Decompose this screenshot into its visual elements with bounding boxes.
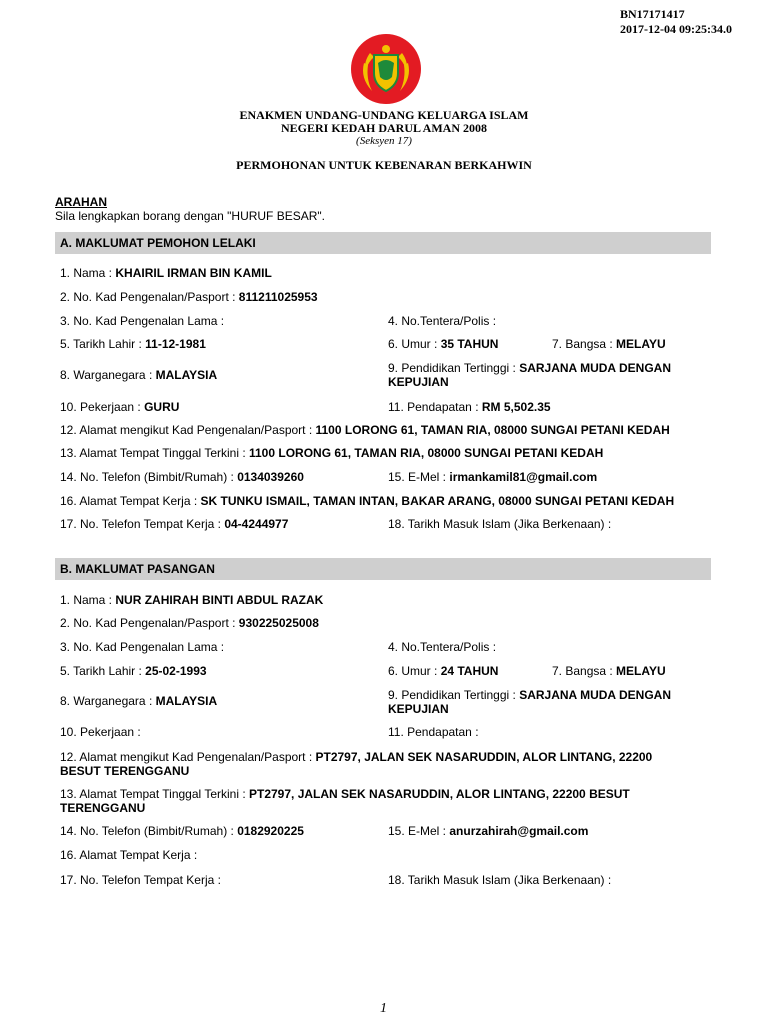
title-line-2: NEGERI KEDAH DARUL AMAN 2008 bbox=[280, 121, 487, 135]
page-number: 1 bbox=[380, 1001, 387, 1016]
b-islam-conversion-date: 18. Tarikh Masuk Islam (Jika Berkenaan) : bbox=[388, 873, 612, 887]
a-old-ic: 3. No. Kad Pengenalan Lama : bbox=[60, 314, 225, 328]
b-income: 11. Pendapatan : bbox=[388, 725, 479, 739]
a-date-of-birth: 5. Tarikh Lahir : 11-12-1981 bbox=[60, 337, 206, 351]
a-income: 11. Pendapatan : RM 5,502.35 bbox=[388, 400, 551, 414]
a-phone: 14. No. Telefon (Bimbit/Rumah) : 0134039260 bbox=[60, 470, 304, 484]
title-line-1: ENAKMEN UNDANG-UNDANG KELUARGA ISLAM bbox=[239, 108, 529, 122]
instructions-heading: ARAHAN bbox=[55, 195, 107, 209]
b-ic-number: 2. No. Kad Pengenalan/Pasport : 930225025008 bbox=[60, 616, 319, 630]
a-occupation: 10. Pekerjaan : GURU bbox=[60, 400, 180, 414]
instructions-text: Sila lengkapkan borang dengan "HURUF BESAR". bbox=[55, 209, 325, 223]
a-email: 15. E-Mel : irmankamil81@gmail.com bbox=[388, 470, 598, 484]
b-work-phone: 17. No. Telefon Tempat Kerja : bbox=[60, 873, 221, 887]
reference-number: BN17171417 bbox=[620, 7, 685, 21]
b-nama: 1. Nama : NUR ZAHIRAH BINTI ABDUL RAZAK bbox=[60, 593, 324, 607]
b-phone: 14. No. Telefon (Bimbit/Rumah) : 0182920225 bbox=[60, 824, 304, 838]
b-age: 6. Umur : 24 TAHUN bbox=[388, 664, 499, 678]
b-current-address: 13. Alamat Tempat Tinggal Terkini : PT2797, JALAN SEK NASARUDDIN, ALOR LINTANG, 22200 BESUT TERENGGANU bbox=[60, 787, 630, 815]
section-reference: (Seksyen 17) bbox=[356, 135, 412, 147]
a-islam-conversion-date: 18. Tarikh Masuk Islam (Jika Berkenaan) : bbox=[388, 517, 612, 531]
instructions bbox=[55, 195, 325, 223]
a-nama: 1. Nama : KHAIRIL IRMAN BIN KAMIL bbox=[60, 266, 272, 280]
b-military-police-no: 4. No.Tentera/Polis : bbox=[388, 640, 497, 654]
a-current-address: 13. Alamat Tempat Tinggal Terkini : 1100 LORONG 61, TAMAN RIA, 08000 SUNGAI PETANI KEDAH bbox=[60, 446, 604, 460]
b-date-of-birth: 5. Tarikh Lahir : 25-02-1993 bbox=[60, 664, 207, 678]
a-work-phone: 17. No. Telefon Tempat Kerja : 04-4244977 bbox=[60, 517, 289, 531]
a-ic-number: 2. No. Kad Pengenalan/Pasport : 811211025953 bbox=[60, 290, 318, 304]
document-reference bbox=[620, 7, 732, 37]
a-work-address: 16. Alamat Tempat Kerja : SK TUNKU ISMAIL, TAMAN INTAN, BAKAR ARANG, 08000 SUNGAI PETANI KEDAH bbox=[60, 494, 675, 508]
b-work-address: 16. Alamat Tempat Kerja : bbox=[60, 848, 198, 862]
form-titles bbox=[0, 109, 768, 172]
a-citizenship: 8. Warganegara : MALAYSIA bbox=[60, 368, 218, 382]
a-ic-address: 12. Alamat mengikut Kad Pengenalan/Pasport : 1100 LORONG 61, TAMAN RIA, 08000 SUNGAI PETANI KEDAH bbox=[60, 423, 670, 437]
a-education: 9. Pendidikan Tertinggi : SARJANA MUDA DENGAN KEPUJIAN bbox=[388, 361, 671, 389]
b-ic-address: 12. Alamat mengikut Kad Pengenalan/Pasport : PT2797, JALAN SEK NASARUDDIN, ALOR LINTANG, 22200 BESUT TERENGGANU bbox=[60, 750, 653, 778]
b-education: 9. Pendidikan Tertinggi : SARJANA MUDA DENGAN KEPUJIAN bbox=[388, 688, 671, 716]
a-race: 7. Bangsa : MELAYU bbox=[552, 337, 666, 351]
a-age: 6. Umur : 35 TAHUN bbox=[388, 337, 499, 351]
state-crest-icon bbox=[350, 33, 422, 105]
b-occupation: 10. Pekerjaan : bbox=[60, 725, 141, 739]
timestamp: 2017-12-04 09:25:34.0 bbox=[620, 22, 732, 36]
a-military-police-no: 4. No.Tentera/Polis : bbox=[388, 314, 497, 328]
b-old-ic: 3. No. Kad Pengenalan Lama : bbox=[60, 640, 225, 654]
section-b-title: B. MAKLUMAT PASANGAN bbox=[60, 562, 215, 576]
section-a-title: A. MAKLUMAT PEMOHON LELAKI bbox=[60, 236, 256, 250]
section-a-header bbox=[55, 232, 711, 254]
b-race: 7. Bangsa : MELAYU bbox=[552, 664, 666, 678]
section-b-header bbox=[55, 558, 711, 580]
b-citizenship: 8. Warganegara : MALAYSIA bbox=[60, 694, 218, 708]
b-email: 15. E-Mel : anurzahirah@gmail.com bbox=[388, 824, 589, 838]
form-title: PERMOHONAN UNTUK KEBENARAN BERKAHWIN bbox=[236, 158, 532, 172]
